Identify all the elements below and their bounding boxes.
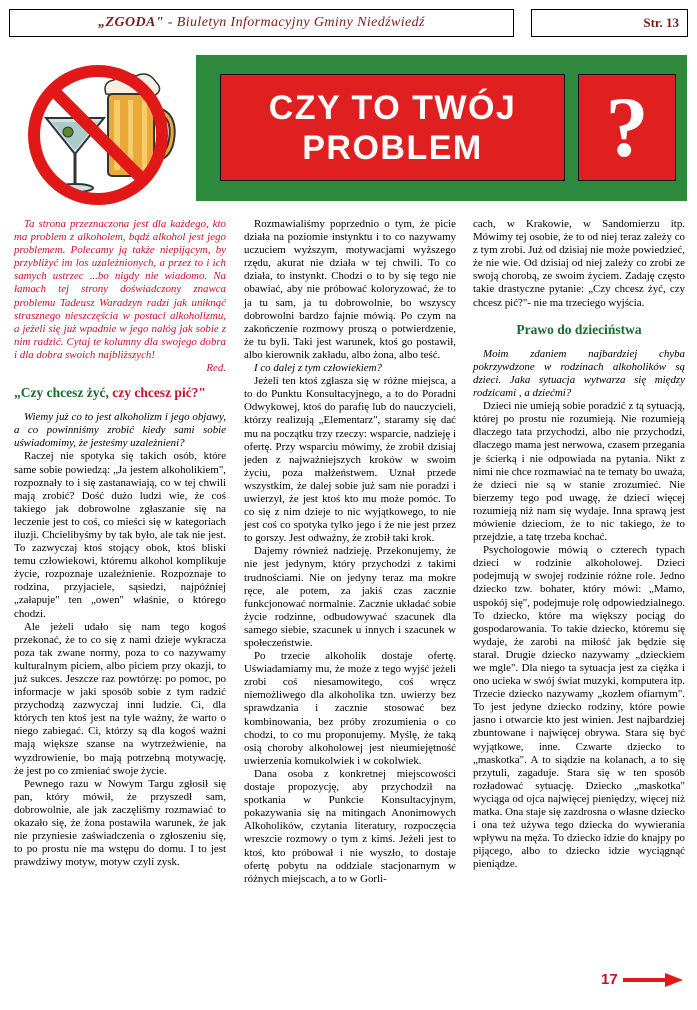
right-arrow-icon <box>621 972 685 988</box>
paragraph: Dzieci nie umieją sobie poradzić z tą sytuacją, której po prostu nie rozumieją. Nie rozumieją dlaczego tata przychodzi, albo nie przychodzi, dlaczego mama jest nerwowa, czasem przegania je ścierką i nie odpowiada na pytania. Nikt z nimi nie chce rozmawiać na te tematy bo uważa, że dzieci nie są w stanie zrozumieć. Nie bierzemy tego pod uwagę, że dzieci więcej rozumieją niż nam się wydaje. Inna sprawą jest mówienie dzieciom, że to nic takiego, że to przejdzie, a tatę trzeba kochać. <box>473 400 685 544</box>
article-column-3 <box>473 218 685 872</box>
banner-title-line2: PROBLEM <box>302 129 483 167</box>
publication-subtitle: - Biuletyn Informacyjny Gminy Niedźwiedź <box>163 15 425 30</box>
paragraph-question: I co dalej z tym człowiekiem? <box>254 362 382 375</box>
paragraph: Ale jeżeli udało się nam tego kogoś przekonać, że to co się z nami dzieje wykracza poza tak zwane normy, poza to co nazywamy kulturalnym piciem, albo piciem przy okazji, to już sukces. Jeszcze raz powtórzę: po pomoc, po informacje w jaki sposób sobie z tym radzić przychodzą zazwyczaj inni ludzie. Ci, dla których ten ktoś jest na tyle ważny, że warto o niego zabiegać. Ci, którzy są dla kogoś ważni mają większe szanse na wytrzeźwienie, na wyzdrowienie, bo mają potrzebną motywację, że jest po co zmieniać swoje życie. <box>14 620 226 777</box>
title-banner <box>196 55 687 201</box>
article-column-2 <box>244 218 456 886</box>
paragraph: Psychologowie mówią o czterech typach dzieci w rodzinie alkoholowej. Dzieci podejmują w swojej rodzinie różne role. Jedno dziecko tzw. bohater, który mówi: „Mamo, uspokój się", podejmuje rolę odpowiedzialnego. To dziecko, które ma większy pociąg do gospodarowania. To takie dziecko, któremu się wydaje, że zarobi na miłość jak będzie się starał. Drugie dziecko nazywamy „dzieckiem we mgle". Dla niego ta sytuacja jest za ciężka i ono ucieka w swój świat muzyki, komputera itp. Trzecie dziecko nazywamy „kozłem ofiarnym". To jest jedyne dziecko rodziny, które powie jasno i otwarcie kto jest winien. Jest najbardziej zbuntowane i najwięcej obrywa. Stara się być wyjątkowe, inne. Czwarte dziecko to „maskotka". A to siądzie na kolanach, a to się przytuli, zagaduje. Stara się w ten sposób rozładować sytuację. Dziecko „maskotka" wyciąga od ojca najwięcej pieniędzy, więcej niż matka. Ona staje się zazdrosna o własne dziecko i ona też używa tego dziecka do wywierania wpływu na męża. To dziecko idzie do knajpy po pijącego, albo to dziecko idzie wyciągnąć pieniądze. <box>473 544 685 871</box>
section-heading-prawo: Prawo do dzieciństwa <box>516 321 642 337</box>
section-heading-part1: „Czy chcesz żyć, <box>14 385 113 401</box>
banner-title-line1: CZY TO TWÓJ <box>268 89 517 127</box>
intro-signature: Red. <box>206 362 226 375</box>
paragraph: Dajemy również nadzieję. Przekonujemy, że nie jest jedynym, który przychodzi z takimi trudnościami. Nie on jedyny teraz ma mokre ręce, ale potem, za jakiś czas zacznie funkcjonować normalnie. Zacznie układać sobie życie rodzinne, odbudowywać szacunek dla samego siebie, szacunek u innych i szacunek w społeczeństwie. <box>244 545 456 649</box>
paragraph: Moim zdaniem najbardziej chyba pokrzywdzone w rodzinach alkoholików są dzieci. Jaka sytuacja wytwarza się między rodzicami , a dziećmi? <box>473 347 685 400</box>
paragraph: Po trzecie alkoholik dostaje ofertę. Uświadamiamy mu, że może z tego wyjść jeżeli zrobi coś niesamowitego, coś wręcz niemożliwego dla alkoholika tzn. uwierzy bez sprawdzania i zacznie stosować bez kombinowania, bez próby zrozumienia o co chodzi, to co mu proponujemy. Myślę, że taką osią choroby alkoholowej jest nieumiejętność uwierzenia komukolwiek i w cokolwiek. <box>244 650 456 767</box>
paragraph: Dana osoba z konkretnej miejscowości dostaje propozycję, aby przychodził na spotkania w Punkcie Konsultacyjnym, pokazywania się na mitingach Anonimowych Alkoholików, czytania literatury, rozpoczęcia wreszcie rozmowy o tym z kimś. Jeżeli jest to ktoś, kto próbował i nie wyszło, to dostaje ofertę pobytu na oddziale stacjonarnym w różnych miejscach, a to w Gorli- <box>244 767 456 885</box>
paragraph: Wiemy już co to jest alkoholizm i jego objawy, a co powinniśmy zrobić kiedy sami sobie uświadomimy, że jesteśmy uzależnieni? <box>14 411 226 450</box>
publication-name: „ZGODA" <box>98 15 164 30</box>
paragraph: Jeżeli ten ktoś zgłasza się w różne miejsca, a to do Punktu Konsultacyjnego, a to do Poradni Odwykowej, ktoś do parafię lub do nauczycieli, którzy realizują „Elementarz", staramy się dać mu na początku trzy rzeczy: wsparcie, nadzieję i ofertę. Przy wsparciu mówimy, że zrobił dzisiaj jeden z najważniejszych kroków w swoim życiu, poza małżeństwem. Uznał przede wszystkim, że dalej sobie już sam nie poradzi i uwierzył, że jest ktoś kto mu może pomóc. To co się z nim dzieje to nic wyjątkowego, to nie jest coś co spotyka tylko jego i że nie jest przez to gorszy. Jest odważny, że zrobił taki krok. <box>244 375 456 545</box>
paragraph: Rozmawialiśmy poprzednio o tym, że picie działa na poziomie instynktu i to co nazywamy uczuciem wyższym, motywacjami wyższego rzędu, akurat nie działa w tej chwili. To co działa, to instynkt. Chodzi o to by się tego nie obawiać, aby nie próbować koloryzować, że to ja tu sam, ja tu dobrowolnie, bo wszyscy dobrowolni bardzo fajnie mówią. Po czym na zakończenie rozmowy proszą o potwierdzenie, że tu byli. Taki jest warunek, ktoś go postawił, albo kierownik zakładu, albo żona, albo teść. <box>244 218 456 361</box>
banner-question-mark: ? <box>578 74 676 181</box>
intro-signature-row <box>14 362 226 375</box>
no-alcohol-sign-icon <box>18 60 178 210</box>
article-column-1 <box>14 218 226 869</box>
continued-page-number: 17 <box>601 971 618 988</box>
paragraph: Pewnego razu w Nowym Targu zgłosił się pan, który mówił, że przyszedł sam, dobrowolnie, ale jak zaczęliśmy rozmawiać to okazało się, że żona postawiła warunek, że jak nie przyniesie zaświadczenia o zgłoszeniu się, to po prostu nie ma wstępu do domu. I to jest prawdziwy motyw, motyw czyli zysk. <box>14 777 226 869</box>
page-number-label: Str. 13 <box>531 9 688 37</box>
paragraph: Raczej nie spotyka się takich osób, które same sobie powiedzą: „Ja jestem alkoholikiem", rozpoznały to i się zastanawiają, co w tej chwili mają zrobić? Dość dużo ludzi wie, że coś takiego jak dobrowolne zgłaszanie się na leczenie jest to coś, co mieści się w kategoriach iluzji. Chcielibyśmy by tak było, ale tak nie jest. To zazwyczaj ktoś stojący obok, ktoś bliski temu człowiekowi, któremu alkohol komplikuje życie, rozpoznaje uzależnienie. Rozpoznaje to rodzina, przyjaciele, sąsiedzi, najpóźniej „załapuje" ten „owen" właśnie, o którego chodzi. <box>14 450 226 620</box>
banner-title-box <box>220 74 565 181</box>
intro-text: Ta strona przeznaczona jest dla każdego, kto ma problem z alkoholem, bądź alkohol jest jego problemem. Polecamy ją także niepijącym, by przybliżyć im los uzależnionych, a przez to i ich samych ustrzec ...bo nigdy nie wiadomo. Na łamach tej strony doświadczony znawca problemu Tadeusz Waradzyn radzi jak uniknąć strasznego nieszczęścia w postaci alkoholizmu, a jeżeli się już wpadnie w jego nałóg jak sobie z nim radzić. Cytaj te kolumny dla swojego dobra i dla dobra swoich najbliższych! <box>14 218 226 361</box>
section-heading-part2: czy chcesz pić?" <box>112 385 206 401</box>
paragraph: cach, w Krakowie, w Sandomierzu itp. Mówimy tej osobie, że to od niej teraz zależy co z tym zrobi. Już od dzisiaj nie może powiedzieć, że nie wie. Od dzisiaj od niej zależy co zrobi ze swoją chorobą, ze swoim życiem. Zadaję często takie drastyczne pytanie: „Czy chcesz żyć, czy chcesz pić?"- nie ma trzeciego wyjścia. <box>473 218 685 309</box>
section-heading-czy-chcesz <box>14 385 226 401</box>
publication-header <box>9 9 514 37</box>
